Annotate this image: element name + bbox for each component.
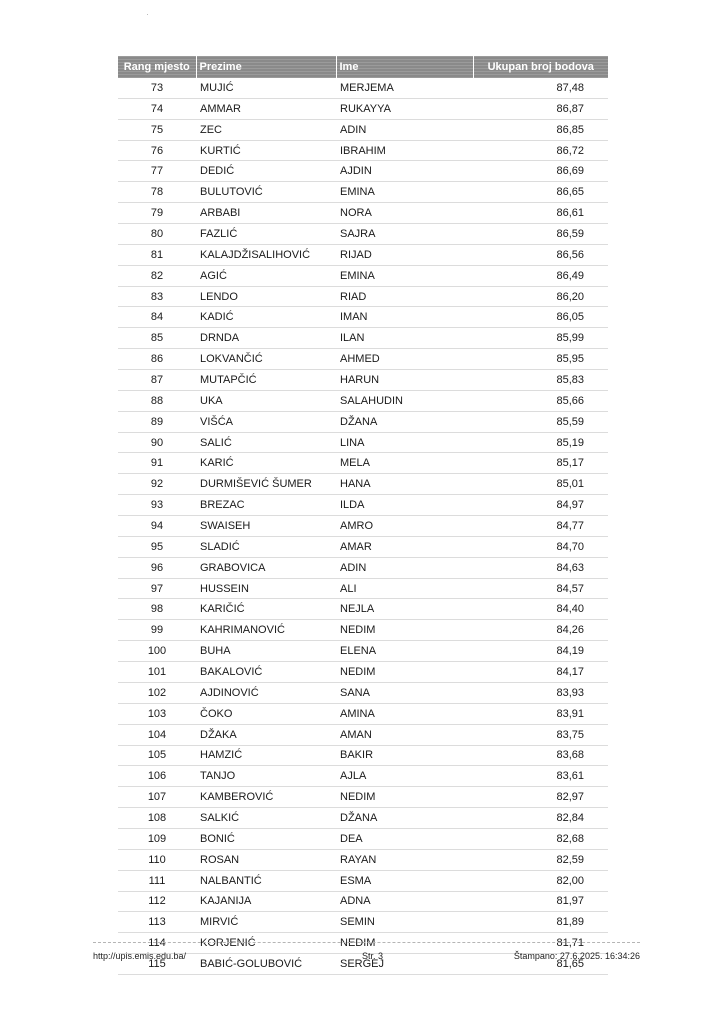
cell-first-name: NEJLA bbox=[336, 599, 473, 620]
cell-total-points: 82,00 bbox=[473, 870, 608, 891]
cell-last-name: BABIĆ-GOLUBOVIĆ bbox=[196, 954, 336, 975]
cell-last-name: KAHRIMANOVIĆ bbox=[196, 620, 336, 641]
table-row bbox=[118, 328, 608, 349]
cell-last-name: GRABOVICA bbox=[196, 557, 336, 578]
cell-rank: 77 bbox=[118, 161, 196, 182]
cell-rank: 89 bbox=[118, 411, 196, 432]
table-row bbox=[118, 516, 608, 537]
cell-last-name: KADIĆ bbox=[196, 307, 336, 328]
cell-total-points: 84,57 bbox=[473, 578, 608, 599]
cell-first-name: AMAR bbox=[336, 536, 473, 557]
table-row bbox=[118, 411, 608, 432]
table-row bbox=[118, 599, 608, 620]
table-row bbox=[118, 724, 608, 745]
cell-last-name: DRNDA bbox=[196, 328, 336, 349]
header-total-points: Ukupan broj bodova bbox=[473, 56, 608, 78]
cell-last-name: KURTIĆ bbox=[196, 140, 336, 161]
cell-first-name: NEDIM bbox=[336, 620, 473, 641]
cell-last-name: SALKIĆ bbox=[196, 808, 336, 829]
cell-last-name: DURMIŠEVIĆ ŠUMER bbox=[196, 474, 336, 495]
table-row bbox=[118, 370, 608, 391]
header-rank: Rang mjesto bbox=[118, 56, 196, 78]
cell-total-points: 86,87 bbox=[473, 98, 608, 119]
cell-last-name: LENDO bbox=[196, 286, 336, 307]
cell-last-name: ROSAN bbox=[196, 849, 336, 870]
cell-total-points: 83,68 bbox=[473, 745, 608, 766]
cell-first-name: ADIN bbox=[336, 119, 473, 140]
cell-first-name: AMAN bbox=[336, 724, 473, 745]
cell-total-points: 86,56 bbox=[473, 244, 608, 265]
table-row bbox=[118, 453, 608, 474]
table-row bbox=[118, 808, 608, 829]
cell-total-points: 82,97 bbox=[473, 787, 608, 808]
cell-total-points: 83,93 bbox=[473, 682, 608, 703]
cell-first-name: NORA bbox=[336, 203, 473, 224]
cell-total-points: 85,01 bbox=[473, 474, 608, 495]
cell-rank: 99 bbox=[118, 620, 196, 641]
cell-total-points: 85,17 bbox=[473, 453, 608, 474]
cell-total-points: 84,19 bbox=[473, 641, 608, 662]
cell-last-name: KAMBEROVIĆ bbox=[196, 787, 336, 808]
cell-total-points: 85,19 bbox=[473, 432, 608, 453]
cell-rank: 91 bbox=[118, 453, 196, 474]
cell-last-name: AMMAR bbox=[196, 98, 336, 119]
cell-first-name: SEMIN bbox=[336, 912, 473, 933]
cell-first-name: ADNA bbox=[336, 891, 473, 912]
cell-last-name: KAJANIJA bbox=[196, 891, 336, 912]
cell-first-name: IBRAHIM bbox=[336, 140, 473, 161]
cell-last-name: MUTAPČIĆ bbox=[196, 370, 336, 391]
cell-rank: 93 bbox=[118, 495, 196, 516]
table-row bbox=[118, 161, 608, 182]
cell-last-name: UKA bbox=[196, 390, 336, 411]
cell-total-points: 86,59 bbox=[473, 224, 608, 245]
cell-first-name: RIJAD bbox=[336, 244, 473, 265]
table-row bbox=[118, 78, 608, 98]
table-row bbox=[118, 390, 608, 411]
cell-last-name: KORJENIĆ bbox=[196, 933, 336, 954]
cell-rank: 78 bbox=[118, 182, 196, 203]
cell-total-points: 86,05 bbox=[473, 307, 608, 328]
cell-total-points: 86,69 bbox=[473, 161, 608, 182]
cell-rank: 105 bbox=[118, 745, 196, 766]
table-row bbox=[118, 891, 608, 912]
cell-first-name: DŽANA bbox=[336, 808, 473, 829]
cell-last-name: AGIĆ bbox=[196, 265, 336, 286]
cell-total-points: 86,20 bbox=[473, 286, 608, 307]
cell-rank: 115 bbox=[118, 954, 196, 975]
cell-rank: 109 bbox=[118, 828, 196, 849]
footer-divider bbox=[93, 942, 640, 943]
cell-rank: 84 bbox=[118, 307, 196, 328]
cell-first-name: HANA bbox=[336, 474, 473, 495]
cell-last-name: FAZLIĆ bbox=[196, 224, 336, 245]
cell-first-name: RUKAYYA bbox=[336, 98, 473, 119]
cell-rank: 102 bbox=[118, 682, 196, 703]
cell-rank: 73 bbox=[118, 78, 196, 98]
cell-total-points: 85,66 bbox=[473, 390, 608, 411]
cell-first-name: LINA bbox=[336, 432, 473, 453]
cell-rank: 82 bbox=[118, 265, 196, 286]
header-row bbox=[118, 56, 608, 78]
ranking-table bbox=[118, 56, 608, 975]
cell-last-name: MUJIĆ bbox=[196, 78, 336, 98]
cell-rank: 98 bbox=[118, 599, 196, 620]
cell-first-name: AJDIN bbox=[336, 161, 473, 182]
cell-rank: 94 bbox=[118, 516, 196, 537]
cell-first-name: MERJEMA bbox=[336, 78, 473, 98]
cell-last-name: KARIČIĆ bbox=[196, 599, 336, 620]
cell-first-name: ILAN bbox=[336, 328, 473, 349]
cell-first-name: MELA bbox=[336, 453, 473, 474]
table-body bbox=[118, 78, 608, 974]
table-row bbox=[118, 140, 608, 161]
cell-last-name: NALBANTIĆ bbox=[196, 870, 336, 891]
cell-last-name: BREZAC bbox=[196, 495, 336, 516]
cell-total-points: 81,65 bbox=[473, 954, 608, 975]
cell-first-name: IMAN bbox=[336, 307, 473, 328]
table-header bbox=[118, 56, 608, 78]
cell-last-name: LOKVANČIĆ bbox=[196, 349, 336, 370]
table-row bbox=[118, 745, 608, 766]
cell-first-name: AHMED bbox=[336, 349, 473, 370]
cell-first-name: ELENA bbox=[336, 641, 473, 662]
cell-last-name: BUHA bbox=[196, 641, 336, 662]
cell-first-name: SALAHUDIN bbox=[336, 390, 473, 411]
table-row bbox=[118, 703, 608, 724]
cell-first-name: SANA bbox=[336, 682, 473, 703]
table-row bbox=[118, 98, 608, 119]
cell-rank: 95 bbox=[118, 536, 196, 557]
footer-page-number: Str. 3 bbox=[362, 951, 384, 961]
table-row bbox=[118, 787, 608, 808]
cell-first-name: EMINA bbox=[336, 265, 473, 286]
cell-last-name: DŽAKA bbox=[196, 724, 336, 745]
footer-printed-timestamp: Štampano: 27.6.2025. 16:34:26 bbox=[513, 951, 640, 961]
cell-last-name: KALAJDŽISALIHOVIĆ bbox=[196, 244, 336, 265]
table-row bbox=[118, 620, 608, 641]
cell-total-points: 85,83 bbox=[473, 370, 608, 391]
table-row bbox=[118, 286, 608, 307]
cell-total-points: 83,61 bbox=[473, 766, 608, 787]
cell-total-points: 84,40 bbox=[473, 599, 608, 620]
cell-first-name: SERGEJ bbox=[336, 954, 473, 975]
cell-first-name: RIAD bbox=[336, 286, 473, 307]
cell-rank: 92 bbox=[118, 474, 196, 495]
cell-rank: 74 bbox=[118, 98, 196, 119]
cell-rank: 113 bbox=[118, 912, 196, 933]
cell-rank: 85 bbox=[118, 328, 196, 349]
cell-first-name: NEDIM bbox=[336, 787, 473, 808]
cell-rank: 81 bbox=[118, 244, 196, 265]
cell-first-name: HARUN bbox=[336, 370, 473, 391]
cell-last-name: BONIĆ bbox=[196, 828, 336, 849]
table-row bbox=[118, 495, 608, 516]
cell-total-points: 81,71 bbox=[473, 933, 608, 954]
header-last-name: Prezime bbox=[196, 56, 336, 78]
cell-last-name: ZEC bbox=[196, 119, 336, 140]
cell-rank: 100 bbox=[118, 641, 196, 662]
table-row bbox=[118, 224, 608, 245]
cell-rank: 108 bbox=[118, 808, 196, 829]
table-row bbox=[118, 536, 608, 557]
cell-total-points: 84,26 bbox=[473, 620, 608, 641]
cell-first-name: SAJRA bbox=[336, 224, 473, 245]
cell-total-points: 86,72 bbox=[473, 140, 608, 161]
table-row bbox=[118, 244, 608, 265]
cell-first-name: NEDIM bbox=[336, 662, 473, 683]
table-row bbox=[118, 641, 608, 662]
cell-rank: 101 bbox=[118, 662, 196, 683]
table-row bbox=[118, 828, 608, 849]
cell-last-name: HAMZIĆ bbox=[196, 745, 336, 766]
table-row bbox=[118, 474, 608, 495]
footer-url: http://upis.emis.edu.ba/ bbox=[93, 951, 187, 961]
cell-last-name: SLADIĆ bbox=[196, 536, 336, 557]
cell-rank: 88 bbox=[118, 390, 196, 411]
table-row bbox=[118, 766, 608, 787]
table-row bbox=[118, 432, 608, 453]
cell-rank: 83 bbox=[118, 286, 196, 307]
cell-total-points: 86,65 bbox=[473, 182, 608, 203]
cell-total-points: 84,63 bbox=[473, 557, 608, 578]
table-row bbox=[118, 662, 608, 683]
cell-total-points: 84,70 bbox=[473, 536, 608, 557]
cell-rank: 111 bbox=[118, 870, 196, 891]
cell-total-points: 84,77 bbox=[473, 516, 608, 537]
cell-total-points: 86,85 bbox=[473, 119, 608, 140]
cell-first-name: DEA bbox=[336, 828, 473, 849]
cell-rank: 75 bbox=[118, 119, 196, 140]
cell-first-name: EMINA bbox=[336, 182, 473, 203]
cell-total-points: 82,84 bbox=[473, 808, 608, 829]
cell-last-name: TANJO bbox=[196, 766, 336, 787]
cell-total-points: 85,95 bbox=[473, 349, 608, 370]
cell-last-name: KARIĆ bbox=[196, 453, 336, 474]
cell-last-name: DEDIĆ bbox=[196, 161, 336, 182]
table-row bbox=[118, 307, 608, 328]
cell-total-points: 85,99 bbox=[473, 328, 608, 349]
cell-last-name: VIŠĆA bbox=[196, 411, 336, 432]
cell-first-name: AMRO bbox=[336, 516, 473, 537]
cell-total-points: 82,59 bbox=[473, 849, 608, 870]
cell-first-name: BAKIR bbox=[336, 745, 473, 766]
header-first-name: Ime bbox=[336, 56, 473, 78]
table-row bbox=[118, 349, 608, 370]
cell-first-name: ILDA bbox=[336, 495, 473, 516]
cell-rank: 80 bbox=[118, 224, 196, 245]
cell-rank: 110 bbox=[118, 849, 196, 870]
cell-rank: 112 bbox=[118, 891, 196, 912]
cell-rank: 86 bbox=[118, 349, 196, 370]
table-row bbox=[118, 265, 608, 286]
cell-first-name: AJLA bbox=[336, 766, 473, 787]
cell-rank: 103 bbox=[118, 703, 196, 724]
cell-total-points: 82,68 bbox=[473, 828, 608, 849]
cell-rank: 114 bbox=[118, 933, 196, 954]
cell-rank: 90 bbox=[118, 432, 196, 453]
cell-total-points: 84,97 bbox=[473, 495, 608, 516]
table-row bbox=[118, 578, 608, 599]
cell-first-name: ALI bbox=[336, 578, 473, 599]
cell-rank: 79 bbox=[118, 203, 196, 224]
cell-total-points: 83,75 bbox=[473, 724, 608, 745]
cell-total-points: 84,17 bbox=[473, 662, 608, 683]
cell-last-name: SWAISEH bbox=[196, 516, 336, 537]
table-row bbox=[118, 203, 608, 224]
table-row bbox=[118, 849, 608, 870]
table-row bbox=[118, 912, 608, 933]
cell-last-name: SALIĆ bbox=[196, 432, 336, 453]
cell-first-name: ESMA bbox=[336, 870, 473, 891]
cell-last-name: BAKALOVIĆ bbox=[196, 662, 336, 683]
cell-first-name: DŽANA bbox=[336, 411, 473, 432]
table-row bbox=[118, 870, 608, 891]
scan-speck bbox=[147, 14, 148, 15]
cell-last-name: MIRVIĆ bbox=[196, 912, 336, 933]
cell-total-points: 86,49 bbox=[473, 265, 608, 286]
table-row bbox=[118, 119, 608, 140]
cell-first-name: AMINA bbox=[336, 703, 473, 724]
cell-rank: 96 bbox=[118, 557, 196, 578]
cell-total-points: 81,89 bbox=[473, 912, 608, 933]
cell-rank: 107 bbox=[118, 787, 196, 808]
cell-last-name: ČOKO bbox=[196, 703, 336, 724]
cell-rank: 104 bbox=[118, 724, 196, 745]
cell-total-points: 81,97 bbox=[473, 891, 608, 912]
cell-total-points: 83,91 bbox=[473, 703, 608, 724]
cell-first-name: ADIN bbox=[336, 557, 473, 578]
cell-first-name: NEDIM bbox=[336, 933, 473, 954]
cell-last-name: ARBABI bbox=[196, 203, 336, 224]
cell-last-name: HUSSEIN bbox=[196, 578, 336, 599]
table-row bbox=[118, 557, 608, 578]
table-row bbox=[118, 182, 608, 203]
table-row bbox=[118, 682, 608, 703]
cell-total-points: 86,61 bbox=[473, 203, 608, 224]
cell-last-name: AJDINOVIĆ bbox=[196, 682, 336, 703]
cell-first-name: RAYAN bbox=[336, 849, 473, 870]
cell-rank: 87 bbox=[118, 370, 196, 391]
cell-total-points: 85,59 bbox=[473, 411, 608, 432]
cell-last-name: BULUTOVIĆ bbox=[196, 182, 336, 203]
cell-rank: 97 bbox=[118, 578, 196, 599]
cell-rank: 76 bbox=[118, 140, 196, 161]
cell-rank: 106 bbox=[118, 766, 196, 787]
cell-total-points: 87,48 bbox=[473, 78, 608, 98]
